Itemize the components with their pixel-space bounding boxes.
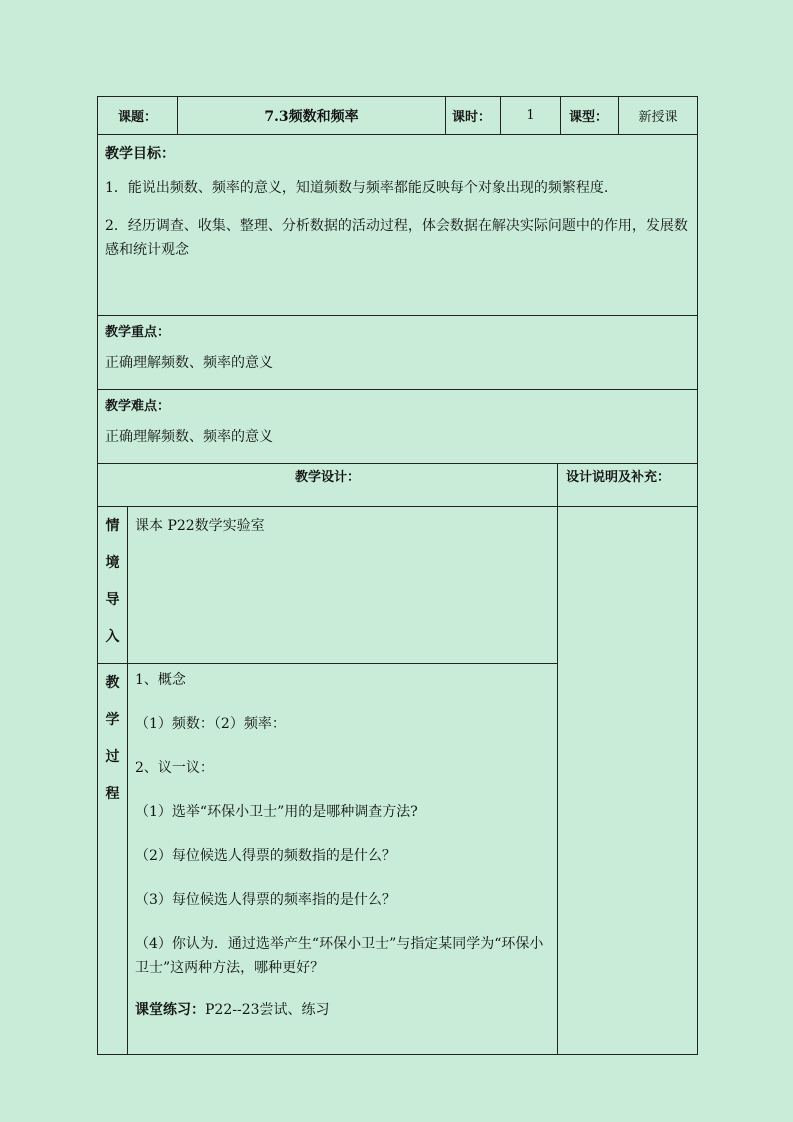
- topic-value: 7.3频数和频率: [178, 97, 446, 135]
- intro-side-char: 入: [105, 629, 120, 645]
- design-title: 教学设计：: [98, 464, 558, 507]
- design-header-row: [98, 464, 698, 507]
- hours-value: 1: [501, 97, 561, 135]
- intro-side-label: [98, 507, 128, 664]
- difficulties-text: 正确理解频数、频率的意义: [105, 429, 273, 445]
- objectives-title: 教学目标：: [105, 146, 175, 162]
- hours-label: 课时：: [446, 97, 501, 135]
- key-points-cell: [98, 316, 698, 390]
- process-side-char: 教: [105, 675, 120, 691]
- objectives-cell: [98, 135, 698, 316]
- key-points-text: 正确理解频数、频率的意义: [105, 355, 273, 371]
- intro-row: [98, 507, 698, 664]
- process-content: [128, 664, 558, 1055]
- topic-label: 课题：: [98, 97, 178, 135]
- process-side-label: [98, 664, 128, 1055]
- lesson-plan: [97, 96, 697, 1055]
- design-table: [97, 463, 698, 1055]
- type-value: 新授课: [619, 97, 698, 135]
- key-points-row: [98, 316, 698, 390]
- process-line: 2、议一议：: [135, 760, 214, 776]
- type-label: 课型：: [561, 97, 619, 135]
- practice-label: 课堂练习：: [135, 1002, 205, 1018]
- process-line: （2）每位候选人得票的频数指的是什么？: [135, 848, 396, 864]
- process-line: （1）选举“环保小卫士”用的是哪种调查方法?: [135, 804, 418, 820]
- intro-side-char: 情: [105, 518, 120, 534]
- intro-content: [128, 507, 558, 664]
- intro-side-char: 导: [105, 592, 120, 608]
- objective-item-2: 2．经历调查、收集、整理、分析数据的活动过程，体会数据在解决实际问题中的作用，发展数感和统计观念: [105, 218, 688, 258]
- process-line: 1、概念: [135, 672, 186, 688]
- process-line: （3）每位候选人得票的频率指的是什么？: [135, 892, 396, 908]
- practice-text: P22--23尝试、练习: [205, 1002, 330, 1018]
- process-side-char: 过: [105, 749, 120, 765]
- process-line: （4）你认为．通过选举产生“环保小卫士”与指定某同学为“环保小卫士”这两种方法，哪种更好？: [135, 936, 544, 976]
- lesson-plan-table: [97, 96, 698, 464]
- difficulties-row: [98, 390, 698, 464]
- intro-text: 课本 P22数学实验室: [135, 518, 265, 534]
- practice-line: [135, 998, 551, 1022]
- process-line: （1）频数：（2）频率：: [135, 716, 286, 732]
- objectives-row: [98, 135, 698, 316]
- intro-side-char: 境: [105, 555, 120, 571]
- process-side-char: 学: [105, 712, 120, 728]
- header-row: [98, 97, 698, 135]
- difficulties-title: 教学难点：: [105, 399, 171, 414]
- process-side-char: 程: [105, 786, 120, 802]
- design-notes-cell: [558, 507, 698, 1055]
- key-points-title: 教学重点：: [105, 325, 171, 340]
- difficulties-cell: [98, 390, 698, 464]
- design-notes-title: 设计说明及补充：: [558, 464, 698, 507]
- objective-item-1: 1．能说出频数、频率的意义，知道频数与频率都能反映每个对象出现的频繁程度.: [105, 180, 609, 196]
